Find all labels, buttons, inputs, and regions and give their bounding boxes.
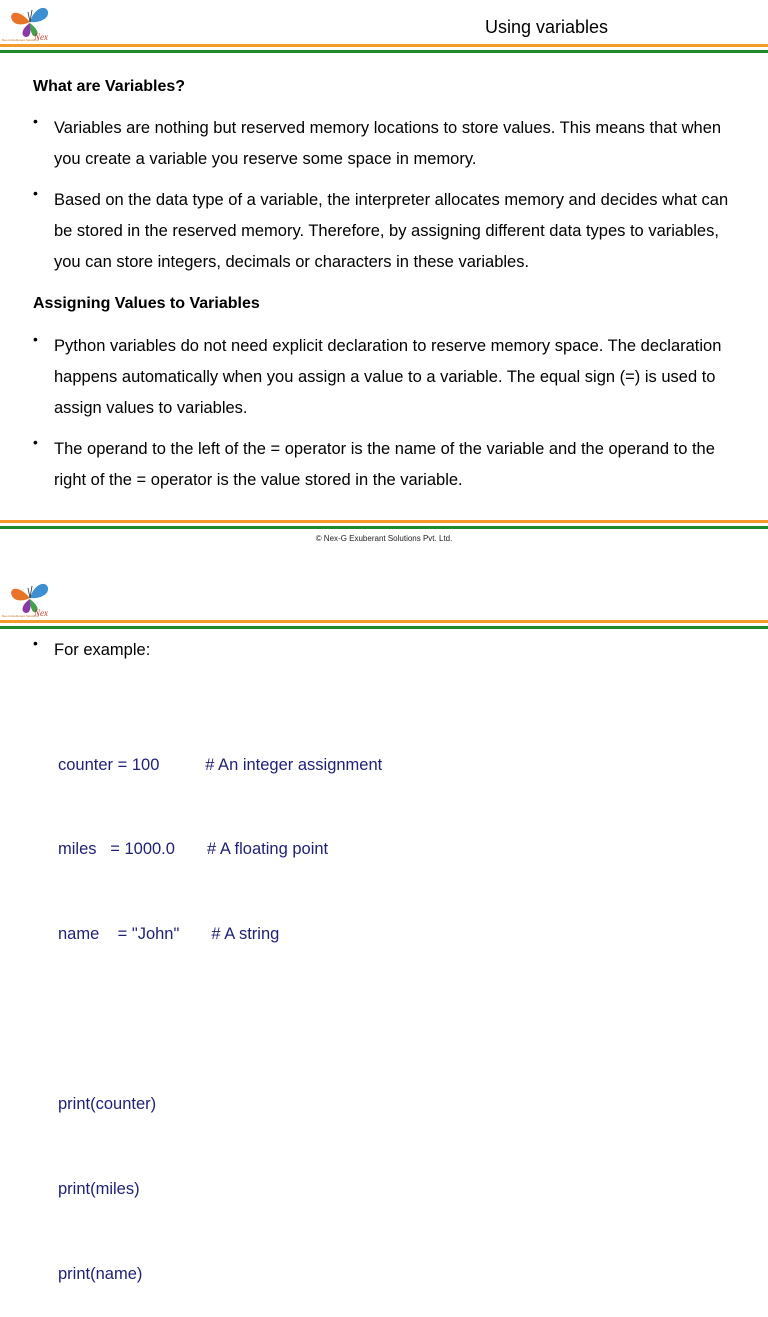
bullet-icon: •	[33, 185, 38, 201]
code-line: name = "John" # A string	[58, 925, 280, 944]
code-line: print(counter)	[58, 1095, 157, 1114]
section-heading-assigning: Assigning Values to Variables	[33, 295, 260, 312]
bullet-icon: •	[33, 434, 38, 450]
code-block	[58, 694, 382, 1317]
bullet-text: For example:	[54, 641, 151, 659]
code-line: print(miles)	[58, 1180, 140, 1199]
bullet-text: Variables are nothing but reserved memory locations to store values. This means that when you create a variable you reserve some space in memory.	[54, 119, 722, 168]
code-line: miles = 1000.0 # A floating point	[58, 840, 329, 859]
logo-caption: Nex-G Exuberant Solutions	[2, 614, 39, 618]
svg-text:Nex: Nex	[34, 32, 48, 42]
slide-title: Using variables	[485, 17, 609, 37]
bullet-icon: •	[33, 635, 38, 651]
code-line: print(name)	[58, 1264, 143, 1283]
logo-caption: Nex-G Exuberant Solutions	[2, 38, 39, 42]
bullet-item	[33, 113, 733, 175]
bullet-item	[33, 185, 733, 278]
bullet-icon: •	[33, 113, 38, 129]
header-rule	[0, 620, 768, 629]
code-line	[58, 1005, 382, 1033]
bullet-item	[33, 635, 733, 666]
footer-rule	[0, 520, 768, 529]
svg-text:Nex: Nex	[34, 608, 48, 618]
bullet-item	[33, 331, 733, 424]
copyright-text: © Nex-G Exuberant Solutions Pvt. Ltd.	[315, 534, 453, 543]
bullet-item	[33, 434, 733, 496]
code-line: counter = 100 # An integer assignment	[58, 755, 383, 774]
section-heading-variables: What are Variables?	[33, 78, 186, 95]
bullet-text: Python variables do not need explicit declaration to reserve memory space. The declaration happens automatically when you assign a value to a variable. The equal sign (=) is used to assign values to variables.	[54, 337, 722, 417]
bullet-icon: •	[33, 331, 38, 347]
bullet-text: Based on the data type of a variable, the interpreter allocates memory and decides what can be stored in the reserved memory. Therefore, by assigning different data types to variables, you can store integers, decimals or characters in these variables.	[54, 191, 729, 271]
header-rule	[0, 44, 768, 53]
bullet-text: The operand to the left of the = operator is the name of the variable and the operand to the right of the = operator is the value stored in the variable.	[54, 440, 715, 489]
